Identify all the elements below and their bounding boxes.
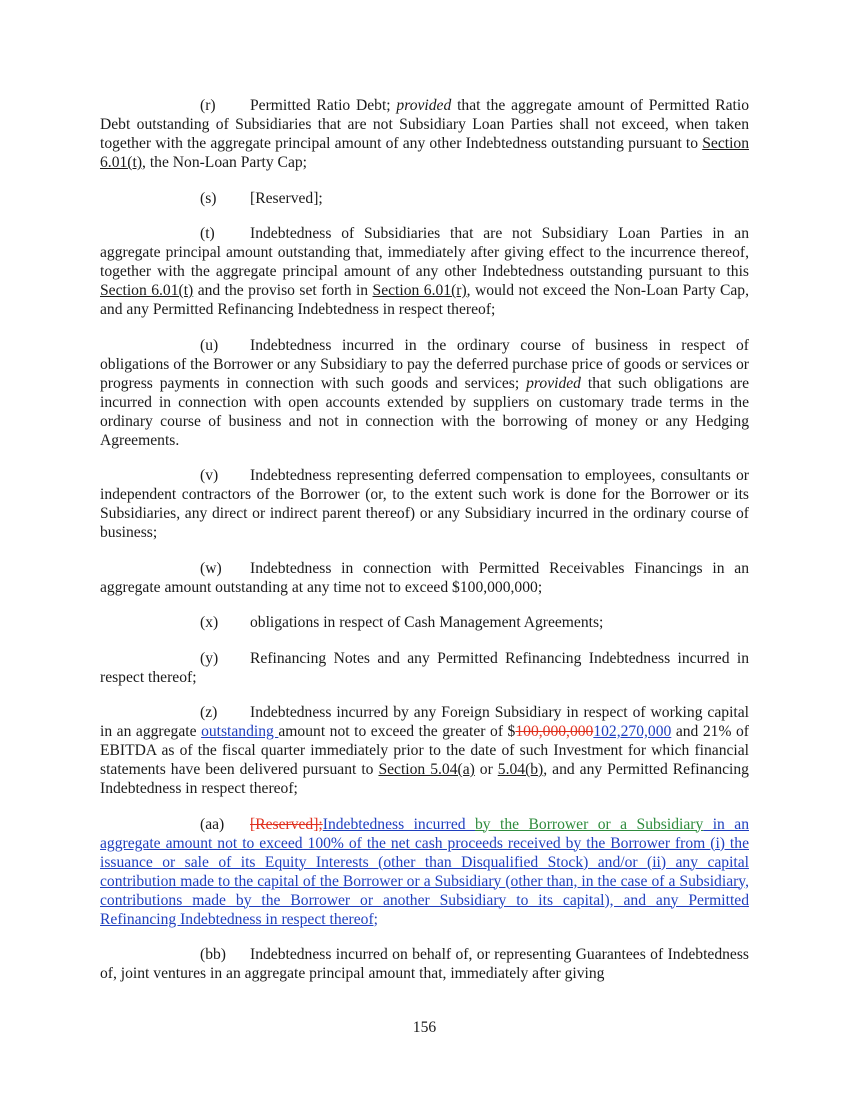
clause-label: (bb) [200, 946, 226, 963]
section-reference-link[interactable]: 5.04(b) [497, 761, 544, 778]
clause-x: (x) obligations in respect of Cash Management Agreements; [200, 614, 604, 631]
section-reference-link[interactable]: Section 6.01(r) [372, 282, 467, 299]
clause-y: (y) Refinancing Notes and any Permitted Refinancing Indebtedness incurred in respect thereof; [100, 649, 749, 686]
clause-label: (y) [200, 649, 219, 667]
clause-r: (r) Permitted Ratio Debt; provided that the aggregate amount of Permitted Ratio Debt outstanding of Subsidiaries that are not Subsidiary Loan Parties shall not exceed, when taken together with the aggregate principal amount of any other Indebtedness outstanding pursuant to Section 6.01(t), the Non-Loan Party Cap; [100, 97, 749, 171]
clause-label: (z) [200, 704, 218, 721]
clause-v: (v) Indebtedness representing deferred compensation to employees, consultants or independent contractors of the Borrower (or, to the extent such work is done for the Borrower or its Subsidiaries, any direct or indirect parent thereof) or any Subsidiary incurred in the ordinary course of business; [100, 467, 749, 541]
section-reference-link[interactable]: Section 6.01(t) [100, 135, 749, 171]
clause-label: (r) [200, 97, 216, 114]
inserted-text: Indebtedness incurred [322, 815, 475, 833]
clause-label: (w) [200, 559, 222, 577]
clause-u: (u) Indebtedness incurred in the ordinary course of business in respect of obligations of the Borrower or any Subsidiary to pay the deferred purchase price of goods or services or progress payments in connection with such goods and services; provided that such obligations are incurred in connection with open accounts extended by suppliers on customary trade terms in the ordinary course of business and not in connection with the borrowing of money or any Hedging Agreements. [100, 336, 749, 449]
page-number: 156 [412, 1019, 437, 1036]
section-reference-link[interactable]: Section 6.01(t) [100, 282, 194, 299]
clause-s: (s) [Reserved]; [200, 189, 323, 207]
clause-w: (w) Indebtedness in connection with Permitted Receivables Financings in an aggregate amount outstanding at any time not to exceed $100,000,000; [100, 559, 749, 596]
clause-label: (aa) [200, 815, 225, 833]
clause-label: (u) [200, 336, 219, 354]
inserted-text-green: by the Borrower or a Subsidiary [475, 815, 704, 833]
inserted-text: 102,270,000 [593, 723, 672, 740]
clause-aa [100, 815, 749, 929]
inserted-text: outstanding [201, 723, 279, 740]
clause-t: (t) Indebtedness of Subsidiaries that are not Subsidiary Loan Parties in an aggregate principal amount outstanding that, immediately after giving effect to the incurrence thereof, together with the aggregate principal amount of any other Indebtedness outstanding pursuant to this Section 6.01(t) and the proviso set forth in Section 6.01(r), would not exceed the Non-Loan Party Cap, and any Permitted Refinancing Indebtedness in respect thereof; [100, 225, 750, 318]
section-reference-link[interactable]: Section 5.04(a) [378, 761, 475, 778]
document-body [100, 96, 749, 1000]
clause-label: (v) [200, 467, 219, 484]
clause-z: (z) Indebtedness incurred by any Foreign Subsidiary in respect of working capital in an aggregate outstanding amount not to exceed the greater of $100,000,000102,270,000 and 21% of EBITDA as of the fiscal quarter immediately prior to the date of such Investment for which financial statements have been delivered pursuant to Section 5.04(a) or 5.04(b), and any Permitted Refinancing Indebtedness in respect thereof; [100, 704, 749, 797]
deleted-text: [Reserved]; [250, 815, 323, 833]
clause-label: (x) [200, 614, 219, 631]
clause-bb: (bb) Indebtedness incurred on behalf of, or representing Guarantees of Indebtedness of, joint ventures in an aggregate principal amount that, immediately after giving [100, 946, 749, 982]
clause-label: (s) [200, 189, 217, 207]
inserted-text: in an aggregate amount not to exceed 100% of the net cash proceeds received by the Borrower from (i) the issuance or sale of its Equity Interests (other than Disqualified Stock) and/or (ii) any capital contribution made to the capital of the Borrower or a Subsidiary (other than, in the case of a Subsidiary, contributions made by the Borrower or another Subsidiary to its capital), and any Permitted Refinancing Indebtedness in respect thereof; [100, 815, 749, 928]
deleted-text: 100,000,000 [515, 723, 594, 740]
clause-label: (t) [200, 225, 215, 242]
